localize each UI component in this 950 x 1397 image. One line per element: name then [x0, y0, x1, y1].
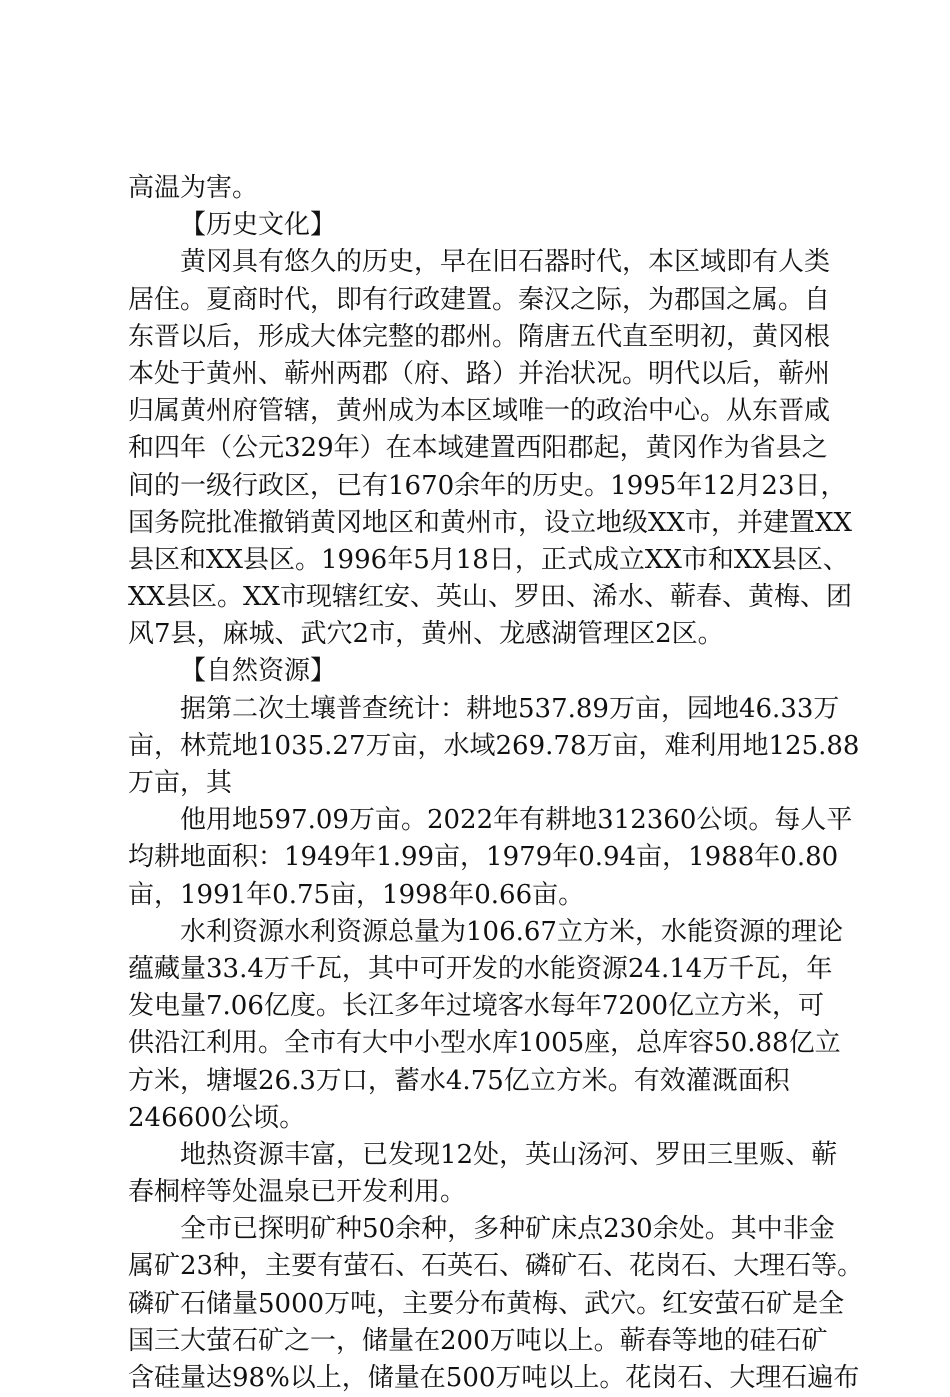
text-line: 【历史文化】: [180, 210, 337, 241]
text-line: 间的一级行政区，已有1670余年的历史。1995年12月23日，: [128, 470, 847, 501]
text-line: 地热资源丰富，已发现12处，英山汤河、罗田三里贩、蕲: [180, 1139, 838, 1170]
text-line: 国三大萤石矿之一，储量在200万吨以上。蕲春等地的硅石矿: [128, 1325, 828, 1356]
text-line: 县区和XX县区。1996年5月18日，正式成立XX市和XX县区、: [128, 544, 849, 575]
text-line: 高温为害。: [128, 173, 259, 203]
text-line: 和四年（公元329年）在本域建置西阳郡起，黄冈作为省县之: [128, 433, 828, 464]
text-line: 【自然资源】: [180, 656, 337, 687]
text-line: 水利资源水利资源总量为106.67立方米，水能资源的理论: [180, 916, 843, 947]
text-line: 黄冈具有悠久的历史，早在旧石器时代，本区域即有人类: [180, 247, 831, 278]
text-line: 亩，林荒地1035.27万亩，水域269.78万亩，难利用地125.88: [128, 730, 860, 761]
text-line: 万亩，其: [128, 768, 233, 798]
text-line: 居住。夏商时代，即有行政建置。秦汉之际，为郡国之属。自: [128, 284, 831, 315]
text-line: 方米，塘堰26.3万口，蓄水4.75亿立方米。有效灌溉面积: [128, 1065, 790, 1096]
text-line: 供沿江利用。全市有大中小型水库1005座，总库容50.88亿立: [128, 1028, 841, 1059]
text-line: 磷矿石储量5000万吨，主要分布黄梅、武穴。红安萤石矿是全: [128, 1288, 845, 1319]
text-line: 亩，1991年0.75亩，1998年0.66亩。: [128, 879, 585, 910]
document-body-text: [128, 170, 864, 1397]
text-line: 蕴藏量33.4万千瓦，其中可开发的水能资源24.14万千瓦，年: [128, 953, 833, 984]
text-line: 他用地597.09万亩。2022年有耕地312360公顷。每人平: [180, 805, 853, 836]
text-line: 本处于黄州、蕲州两郡（府、路）并治状况。明代以后，蕲州: [128, 358, 831, 389]
text-line: 国务院批准撤销黄冈地区和黄州市，设立地级XX市，并建置XX: [128, 507, 853, 538]
text-line: 全市已探明矿种50余种，多种矿床点230余处。其中非金: [180, 1214, 835, 1245]
text-line: 东晋以后，形成大体完整的郡州。隋唐五代直至明初，黄冈根: [128, 321, 831, 352]
text-line: 均耕地面积：1949年1.99亩，1979年0.94亩，1988年0.80: [128, 842, 839, 873]
text-line: 属矿23种，主要有萤石、石英石、磷矿石、花岗石、大理石等。: [128, 1251, 864, 1282]
text-line: 246600公顷。: [128, 1102, 306, 1133]
text-line: 据第二次土壤普查统计：耕地537.89万亩，园地46.33万: [180, 693, 840, 724]
text-line: 春桐梓等处温泉已开发利用。: [128, 1177, 467, 1208]
text-line: 归属黄州府管辖，黄州成为本区域唯一的政治中心。从东晋咸: [128, 396, 831, 427]
text-line: XX县区。XX市现辖红安、英山、罗田、浠水、蕲春、黄梅、团: [128, 582, 853, 613]
text-line: 风7县，麻城、武穴2市，黄州、龙感湖管理区2区。: [128, 619, 724, 650]
text-line: 发电量7.06亿度。长江多年过境客水每年7200亿立方米，可: [128, 991, 825, 1022]
text-line: 含硅量达98%以上，储量在500万吨以上。花岗石、大理石遍布: [128, 1363, 860, 1393]
